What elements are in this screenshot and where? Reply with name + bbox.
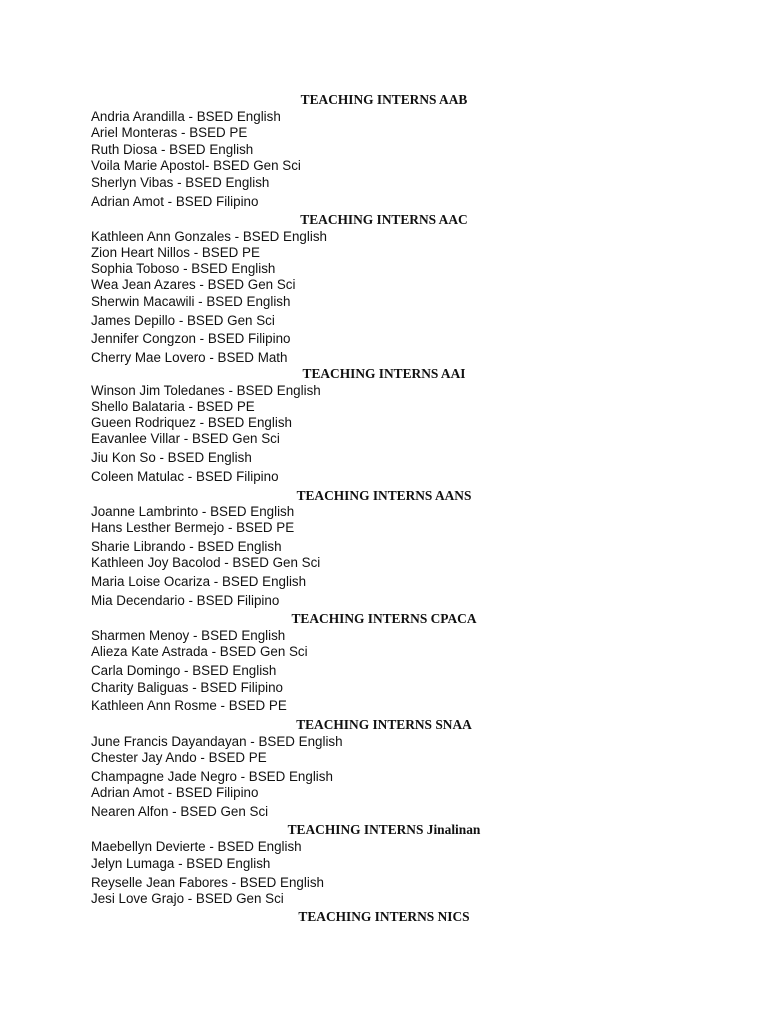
intern-entry: Adrian Amot - BSED Filipino bbox=[91, 785, 259, 800]
intern-entry: Adrian Amot - BSED Filipino bbox=[91, 194, 259, 209]
intern-entry: Sophia Toboso - BSED English bbox=[91, 261, 276, 276]
intern-entry: Kathleen Joy Bacolod - BSED Gen Sci bbox=[91, 555, 321, 570]
intern-entry: Joanne Lambrinto - BSED English bbox=[91, 504, 295, 519]
intern-entry: Cherry Mae Lovero - BSED Math bbox=[91, 350, 288, 365]
intern-entry: Sherlyn Vibas - BSED English bbox=[91, 175, 270, 190]
intern-entry: Wea Jean Azares - BSED Gen Sci bbox=[91, 277, 296, 292]
intern-entry: Sharie Librando - BSED English bbox=[91, 539, 282, 554]
intern-entry: Reyselle Jean Fabores - BSED English bbox=[91, 875, 324, 890]
intern-entry: Mia Decendario - BSED Filipino bbox=[91, 593, 280, 608]
section-heading-aai: TEACHING INTERNS AAI bbox=[302, 366, 466, 381]
intern-entry: Jennifer Congzon - BSED Filipino bbox=[91, 331, 291, 346]
intern-entry: Zion Heart Nillos - BSED PE bbox=[91, 245, 260, 260]
intern-entry: Nearen Alfon - BSED Gen Sci bbox=[91, 804, 269, 819]
section-heading-snaa: TEACHING INTERNS SNAA bbox=[296, 717, 472, 732]
intern-entry: June Francis Dayandayan - BSED English bbox=[91, 734, 343, 749]
intern-entry: Sharmen Menoy - BSED English bbox=[91, 628, 286, 643]
section-heading-aab: TEACHING INTERNS AAB bbox=[300, 92, 468, 107]
intern-entry: Alieza Kate Astrada - BSED Gen Sci bbox=[91, 644, 308, 659]
intern-entry: Carla Domingo - BSED English bbox=[91, 663, 277, 678]
section-heading-aans: TEACHING INTERNS AANS bbox=[296, 488, 472, 503]
intern-entry: Champagne Jade Negro - BSED English bbox=[91, 769, 333, 784]
intern-entry: Coleen Matulac - BSED Filipino bbox=[91, 469, 279, 484]
intern-entry: Ruth Diosa - BSED English bbox=[91, 142, 254, 157]
intern-entry: Kathleen Ann Gonzales - BSED English bbox=[91, 229, 327, 244]
intern-entry: Eavanlee Villar - BSED Gen Sci bbox=[91, 431, 280, 446]
section-heading-aac: TEACHING INTERNS AAC bbox=[300, 212, 468, 227]
intern-entry: Charity Baliguas - BSED Filipino bbox=[91, 680, 284, 695]
intern-entry: James Depillo - BSED Gen Sci bbox=[91, 313, 275, 328]
intern-entry: Jelyn Lumaga - BSED English bbox=[91, 856, 271, 871]
intern-entry: Kathleen Ann Rosme - BSED PE bbox=[91, 698, 287, 713]
intern-entry: Gueen Rodriquez - BSED English bbox=[91, 415, 292, 430]
section-heading-nics: TEACHING INTERNS NICS bbox=[298, 909, 470, 924]
intern-entry: Jiu Kon So - BSED English bbox=[91, 450, 252, 465]
intern-entry: Andria Arandilla - BSED English bbox=[91, 109, 281, 124]
section-heading-cpaca: TEACHING INTERNS CPACA bbox=[291, 611, 477, 626]
intern-entry: Voila Marie Apostol- BSED Gen Sci bbox=[91, 158, 301, 173]
intern-entry: Sherwin Macawili - BSED English bbox=[91, 294, 291, 309]
intern-entry: Winson Jim Toledanes - BSED English bbox=[91, 383, 321, 398]
intern-entry: Jesi Love Grajo - BSED Gen Sci bbox=[91, 891, 284, 906]
intern-entry: Maria Loise Ocariza - BSED English bbox=[91, 574, 307, 589]
intern-entry: Maebellyn Devierte - BSED English bbox=[91, 839, 302, 854]
intern-entry: Shello Balataria - BSED PE bbox=[91, 399, 255, 414]
intern-entry: Ariel Monteras - BSED PE bbox=[91, 125, 248, 140]
intern-entry: Chester Jay Ando - BSED PE bbox=[91, 750, 267, 765]
intern-entry: Hans Lesther Bermejo - BSED PE bbox=[91, 520, 295, 535]
section-heading-jinalinan: TEACHING INTERNS Jinalinan bbox=[287, 822, 481, 837]
